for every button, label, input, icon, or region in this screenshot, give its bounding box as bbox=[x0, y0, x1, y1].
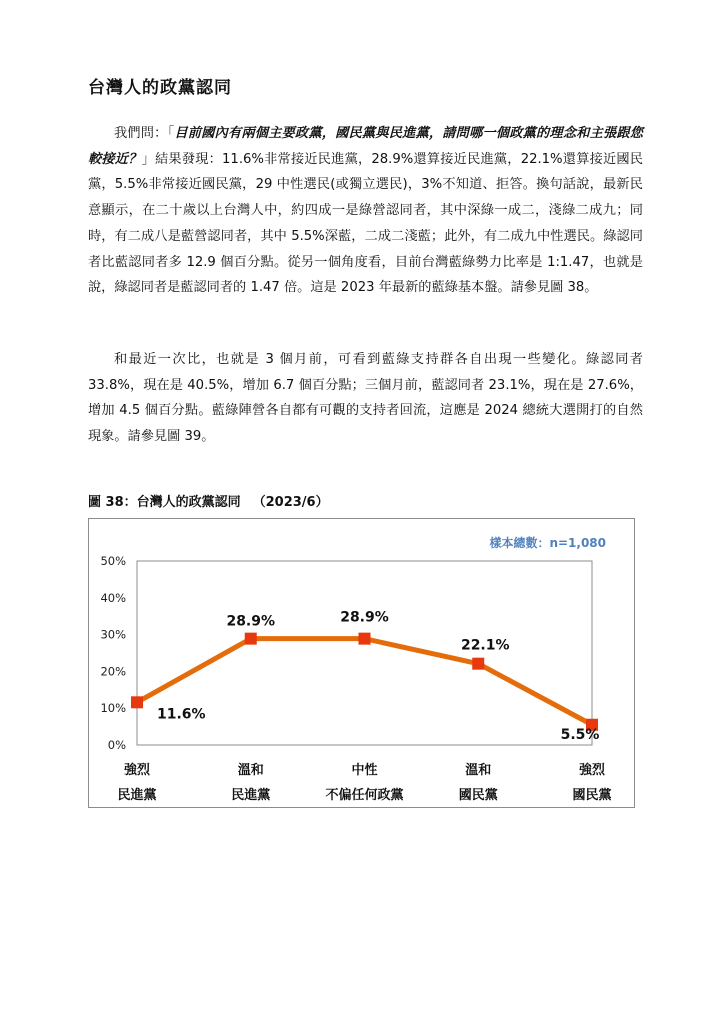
data-point-marker bbox=[245, 633, 257, 645]
x-category-label: 民進黨 bbox=[231, 788, 271, 803]
party-identification-chart bbox=[89, 519, 636, 809]
x-category-label: 強烈 bbox=[123, 763, 151, 778]
paragraph-survey-result bbox=[88, 121, 643, 301]
y-tick-label: 0% bbox=[107, 738, 126, 752]
x-category-label: 不偏任何政黨 bbox=[325, 788, 404, 803]
data-label: 5.5% bbox=[560, 726, 600, 743]
data-label: 28.9% bbox=[340, 609, 389, 626]
data-label: 11.6% bbox=[157, 706, 206, 723]
chart-frame bbox=[88, 518, 635, 808]
y-tick-label: 10% bbox=[100, 701, 126, 716]
sample-size-note: 樣本總數：n=1,080 bbox=[489, 536, 606, 550]
y-tick-label: 50% bbox=[100, 554, 126, 568]
x-category-label: 民進黨 bbox=[117, 788, 157, 803]
x-category-label: 溫和 bbox=[465, 763, 492, 778]
x-category-label: 國民黨 bbox=[458, 788, 498, 803]
x-category-label: 溫和 bbox=[237, 763, 264, 778]
data-point-marker bbox=[472, 658, 484, 670]
figure-caption bbox=[88, 491, 329, 510]
x-category-label: 中性 bbox=[351, 763, 378, 778]
figure-date: （2023/6） bbox=[252, 495, 329, 510]
y-tick-label: 40% bbox=[100, 590, 126, 605]
data-point-marker bbox=[359, 633, 371, 645]
data-point-marker bbox=[131, 696, 143, 708]
figure-label: 圖 38：台灣人的政黨認同 bbox=[88, 495, 241, 510]
section-heading: 台灣人的政黨認同 bbox=[88, 78, 232, 98]
paragraph-prefix: 我們問：「 bbox=[114, 126, 175, 141]
paragraph-body: 」結果發現：11.6%非常接近民進黨，28.9%還算接近民進黨，22.1%還算接近國民黨，5.5%非常接近國民黨，29 中性選民(或獨立選民)，3%不知道、拒答。換句話說，最新民意顯示，在二十歲以上台灣人中，約四成一是綠營認同者，其中深綠一成二，淺綠二成九；同時，有二成八是藍營認同者，其中 5.5%深藍，二成二淺藍；此外，有二成九中性選民。綠認同者比藍認同者多 12.9 個百分點。從另一個角度看，目前台灣藍綠勢力比率是 1:1.47，也就是說，綠認同者是藍認同者的 1.47 倍。這是 2023 年最新的藍綠基本盤。請參見圖 38。 bbox=[88, 151, 644, 296]
data-label: 22.1% bbox=[460, 637, 510, 654]
survey-question: 目前國內有兩個主要政黨，國民黨與民進黨，請問哪一個政黨的理念和主張跟您較接近？ bbox=[88, 126, 643, 167]
y-tick-label: 30% bbox=[100, 627, 126, 642]
paragraph-comparison: 和最近一次比，也就是 3 個月前，可看到藍綠支持群各自出現一些變化。綠認同者 33.8%，現在是 40.5%，增加 6.7 個百分點；三個月前，藍認同者 23.1%，現在是 27.6%，增加 4.5 個百分點。藍綠陣營各自都有可觀的支持者回流，這應是 2024 總統大選開打的自然現象。請參見圖 39。 bbox=[88, 352, 643, 445]
y-tick-label: 20% bbox=[100, 664, 126, 679]
x-category-label: 強烈 bbox=[578, 763, 606, 778]
data-label: 28.9% bbox=[226, 613, 276, 630]
x-category-label: 國民黨 bbox=[572, 788, 612, 803]
